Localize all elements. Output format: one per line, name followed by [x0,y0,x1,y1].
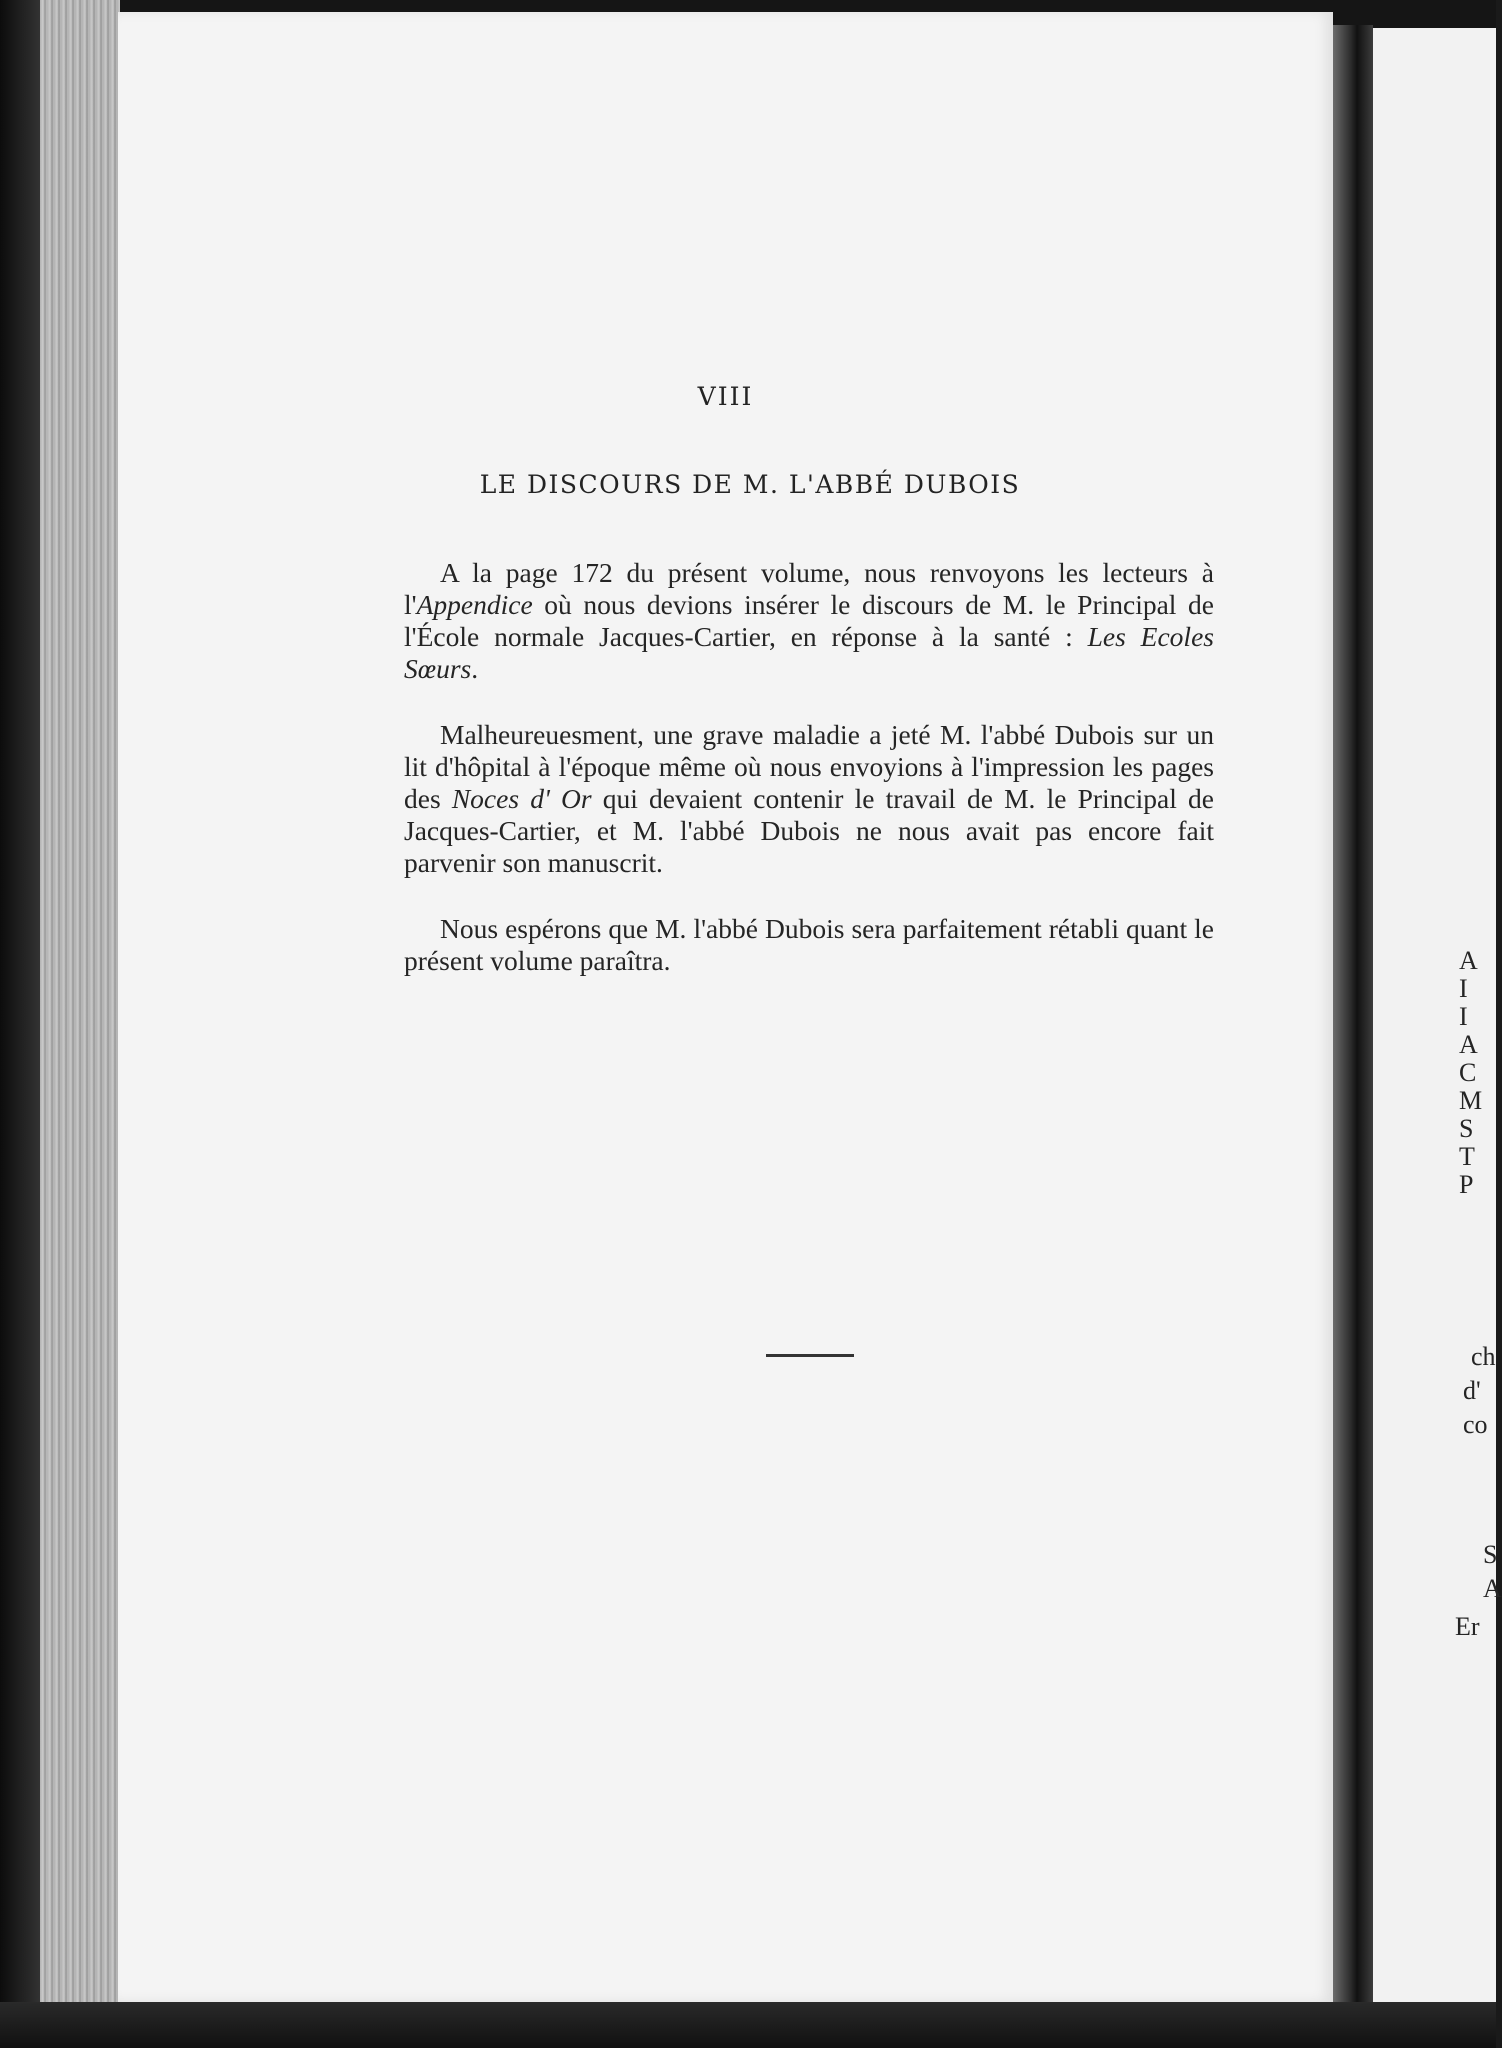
facing-fragment: A [1483,1574,1502,1603]
facing-fragment: C [1459,1058,1477,1087]
facing-fragment: T [1459,1142,1475,1171]
chapter-title: LE DISCOURS DE M. L'ABBÉ DUBOIS [479,470,1021,499]
paragraph-1: A la page 172 du présent volume, nous renvoyons les lecteurs à l'Appendice où nous devions insérer le discours de M. le Principal de l'École normale Jacques-Cartier, en réponse à la santé : Les Ecoles Sœurs. [404,557,1214,684]
italic-ecoles-soeurs: Les Ecoles Sœurs [404,621,1214,684]
facing-fragment: Er [1455,1612,1480,1641]
facing-fragment: S [1483,1540,1498,1569]
left-page [118,12,1333,2002]
facing-fragment: I [1459,974,1468,1003]
bottom-shadow [0,2002,1496,2048]
facing-fragment: P [1459,1170,1474,1199]
paragraph-2: Malheureuesment, une grave maladie a jeté M. l'abbé Dubois sur un lit d'hôpital à l'époque même où nous envoyions à l'impression les pages des Noces d' Or qui devaient contenir le travail de M. le Principal de Jacques-Cartier, et M. l'abbé Dubois ne nous avait pas encore fait parvenir son manuscrit. [404,719,1214,878]
italic-noces-dor: Noces d' Or [451,783,592,814]
facing-fragment: d' [1463,1376,1481,1405]
paragraph-3: Nous espérons que M. l'abbé Dubois sera parfaitement rétabli quant le présent volume paraîtra. [404,913,1214,976]
closing-rule [766,1354,854,1357]
facing-fragment: ch [1471,1342,1496,1371]
facing-fragment: I [1459,1002,1468,1031]
body-text [404,557,1214,1011]
chapter-number: VIII [697,382,754,411]
facing-fragment: A [1459,946,1478,975]
page-edges [40,0,120,2048]
facing-fragment: A [1459,1030,1478,1059]
facing-fragment: S [1459,1114,1474,1143]
facing-page-text [1439,0,1502,2048]
italic-appendice: Appendice [416,589,533,620]
facing-fragment: M [1459,1086,1483,1115]
facing-fragment: co [1463,1410,1488,1439]
book-gutter [1333,25,1373,2015]
